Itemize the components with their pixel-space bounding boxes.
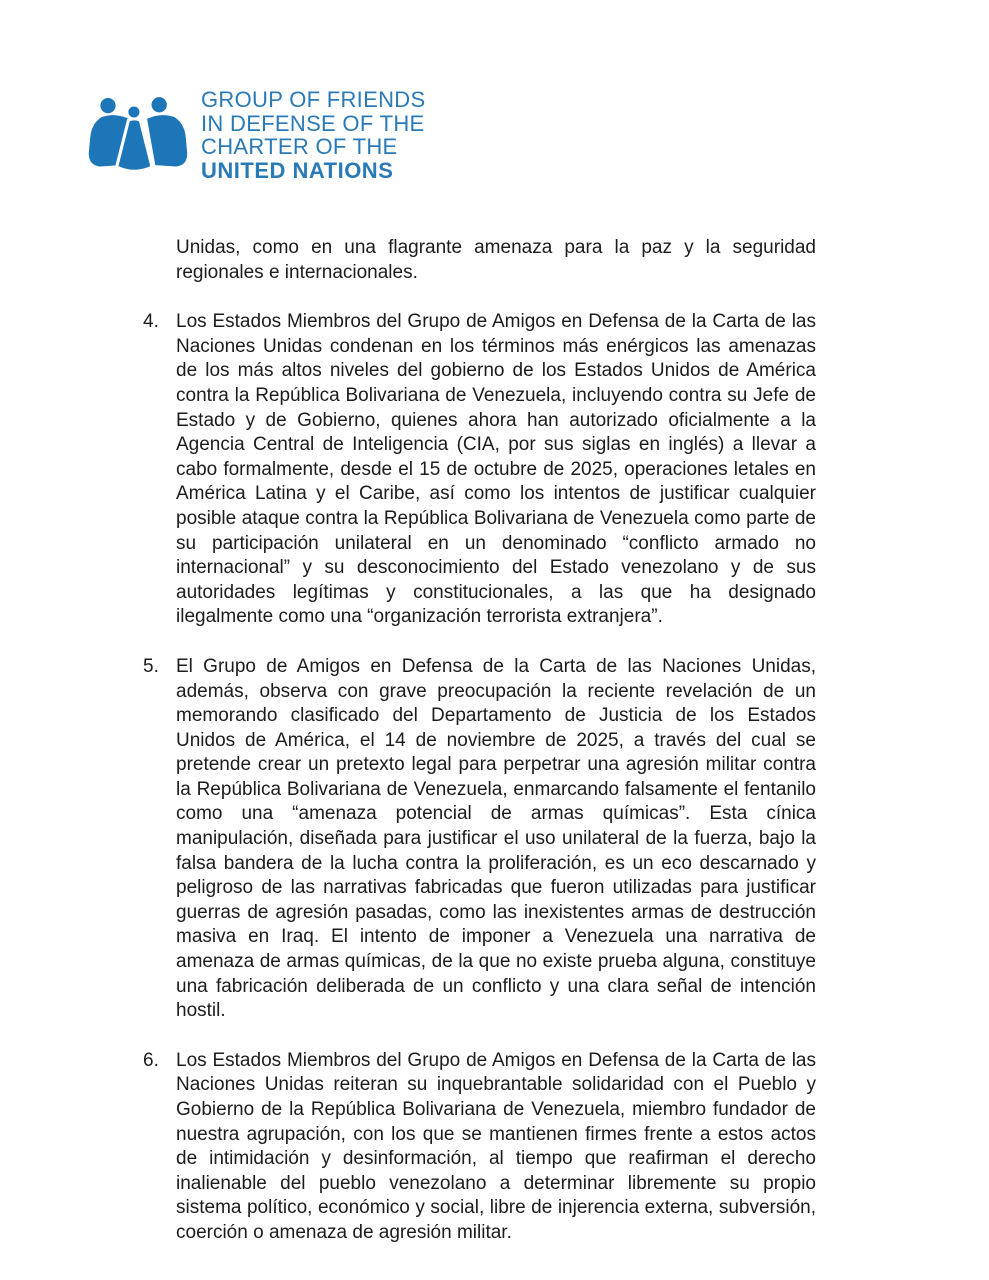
letterhead [88, 85, 425, 189]
logo-wordmark-line2: IN DEFENSE OF THE [201, 110, 425, 136]
paragraph-text: Los Estados Miembros del Grupo de Amigos en Defensa de la Carta de las Naciones Unidas reiteran su inquebrantable solidaridad con el Pueblo y Gobierno de la República Bolivariana de Venezuela, miembro fundador de nuestra agrupación, con los que se mantienen firmes frente a estos actos de intimidación y desinformación, al tiempo que reafirman el derecho inalienable del pueblo venezolano a determinar libremente su propio sistema político, económico y social, libre de injerencia externa, subversión, coerción o amenaza de agresión militar. [176, 1049, 816, 1243]
logo-middle-head [127, 105, 140, 118]
numbered-paragraph-5 [143, 655, 816, 1024]
logo-wordmark-line4: UNITED NATIONS [201, 157, 394, 183]
paragraph-number: 5. [143, 655, 159, 677]
paragraph-number: 6. [143, 1049, 159, 1071]
paragraph-continuation: Unidas, como en una flagrante amenaza para la paz y la seguridad regionales e internacionales. [176, 237, 816, 283]
logo-wordmark [201, 88, 425, 182]
numbered-paragraph-4 [143, 310, 816, 630]
group-of-friends-logo-icon [88, 85, 188, 189]
paragraph-text: El Grupo de Amigos en Defensa de la Carta de las Naciones Unidas, además, observa con grave preocupación la reciente revelación de un memorando clasificado del Departamento de Justicia de los Estados Unidos de América, el 14 de noviembre de 2025, a través del cual se pretende crear un pretexto legal para perpetrar una agresión militar contra la República Bolivariana de Venezuela, enmarcando falsamente el fentanilo como una “amenaza potencial de armas químicas”. Esta cínica manipulación, diseñada para justificar el uso unilateral de la fuerza, bajo la falsa bandera de la lucha contra la proliferación, es un eco descarnado y peligroso de las narrativas fabricadas que fueron utilizadas para justificar guerras de agresión pasadas, como las inexistentes armas de destrucción masiva en Iraq. El intento de imponer a Venezuela una narrativa de amenaza de armas químicas, de la que no existe prueba alguna, constituye una fabricación deliberada de un conflicto y una clara señal de intención hostil. [176, 655, 816, 1022]
logo-left-head [100, 98, 115, 113]
numbered-paragraph-6 [143, 1049, 816, 1246]
logo-wordmark-line1: GROUP OF FRIENDS [201, 87, 426, 112]
logo-right-figure [147, 115, 187, 166]
paragraph-text: Los Estados Miembros del Grupo de Amigos en Defensa de la Carta de las Naciones Unidas condenan en los términos más enérgicos las amenazas de los más altos niveles del gobierno de los Estados Unidos de América contra la República Bolivariana de Venezuela, incluyendo contra su Jefe de Estado y de Gobierno, quienes ahora han autorizado oficialmente a la Agencia Central de Inteligencia (CIA, por sus siglas en inglés) a llevar a cabo formalmente, desde el 15 de octubre de 2025, operaciones letales en América Latina y el Caribe, así como los intentos de justificar cualquier posible ataque contra la República Bolivariana de Venezuela como parte de su participación unilateral en un denominado “conflicto armado no internacional” y su desconocimiento del Estado venezolano y de sus autoridades legítimas y constitucionales, a las que ha designado ilegalmente como una “organización terrorista extranjera”. [176, 311, 816, 628]
logo-wordmark-line3: CHARTER OF THE [201, 134, 398, 159]
paragraph-number: 4. [143, 311, 159, 333]
logo-right-head [152, 97, 167, 112]
document-body [143, 236, 816, 1246]
